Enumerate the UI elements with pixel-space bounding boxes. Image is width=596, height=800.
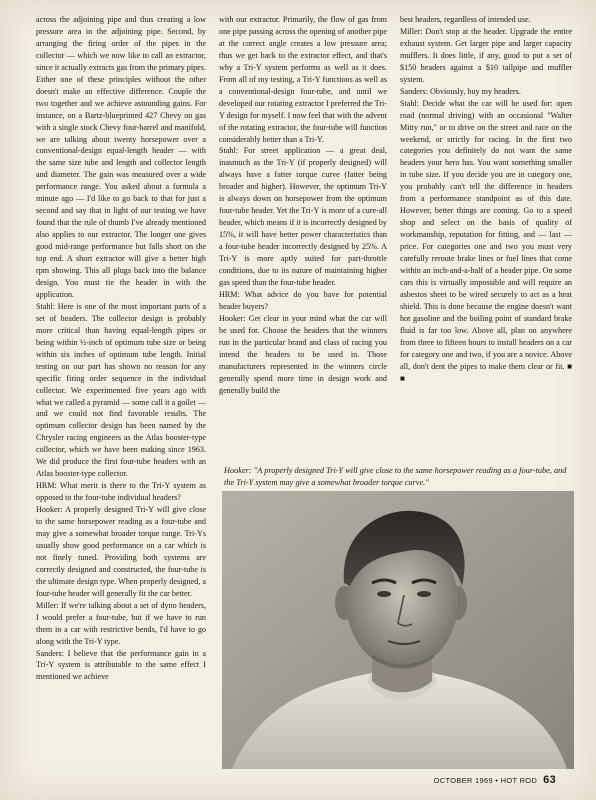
paragraph: Miller: If we're talking about a set of dyno headers, I would prefer a four-tube, but if we have to run them in a car with restrictive bends, I'd have to go along with the Tri-Y type. [36, 600, 206, 646]
text-column-1 [36, 14, 206, 776]
paragraph: Hooker: A properly designed Tri-Y will give close to the same horsepower reading as a four-tube and may give a somewhat broader torque range. Tri-Ys usually show good performance on a car which is not finely tuned. Providing both systems are correctly designed and constructed, the four-tube is the ultimate design type. When properly designed, a four-tube header will generally fit the car better. [36, 505, 206, 598]
paragraph: Stahl: Here is one of the most important parts of a set of headers. The collector design is probably more critical than having equal-length pipes or being within ½-inch of optimum tube size or being within six inches of optimum tube length. Initial testing on our part has shown no reason for any specific firing order sequence in the individual collector. We experimented five years ago with what we called a pyramid — some call it a goilet — and we could not find favorable results. The optimum collector design has been named by the Chrysler racing engineers as the Atlas booster-type collector, which we have been making since 1963. We did produce the first four-tube headers with an Atlas booster-type collector. [36, 301, 206, 479]
paragraph: best headers, regardless of intended use. [400, 15, 531, 24]
portrait-illustration [222, 491, 574, 769]
issue-line: OCTOBER 1969 • HOT ROD [433, 776, 538, 785]
page-footer [434, 774, 556, 786]
paragraph: HRM: What merit is there to the Tri-Y system as opposed to the four-tube individual headers? [36, 481, 206, 503]
paragraph: Stahl: For street application — a great deal, inasmuch as the Tri-Y (if properly designed) will always have a fatter torque curve (fatter being broader and higher). However, the optimum Tri-Y is always down on horsepower from the optimum four-tube header. Yet the Tri-Y is more of a cure-all header, which means if it is incorrectly designed by 15%, it will have better power characteristics than a four-tube header incorrectly designed by 25%. A Tri-Y is more aptly suited for part-throttle conditions, due to its nature of maintaining higher gas speed than the four-tube header. [219, 146, 387, 287]
paragraph: Miller: Don't stop at the header. Upgrade the entire exhaust system. Get larger pipe and larger capacity mufflers. It does little, if any, good to put a set of $150 headers against a $10 tailpipe and muffler system. [400, 26, 572, 84]
paragraph: Sanders: Obviously, buy my headers. [400, 86, 521, 96]
page-number: 63 [543, 774, 556, 786]
paragraph: Sanders: I believe that the performance gain in a Tri-Y system is attributable to the same effect I mentioned we achieve [36, 648, 206, 682]
paragraph: Hooker: Get clear in your mind what the car will be used for. Choose the headers that the winners run in the particular brand and class of racing you intend the headers to be used in. Those manufacturers represented in the winners circle generally spend more time in design work and generally build the [219, 313, 387, 395]
text-column-2 [219, 14, 387, 464]
photo-caption: Hooker: "A properly designed Tri-Y will give close to the same horsepower reading as a four-tube, and the Tri-Y system may give a somewhat broader torque curve." [224, 466, 567, 487]
paragraph [400, 98, 572, 385]
paragraph: across the adjoining pipe and thus creating a low pressure area in the adjoining pipe. Second, by arranging the firing order of the pipes in the collector — which we now like to call an extractor, since it actually extracts gas from the primary pipes. Either one of these principles without the other doesn't make an effective difference. Couple the two together and we achieve astounding gains. For instance, on a Bartz-blueprinted 427 Chevy on gas with a single stock Chevy four-barrel and manifold, we are talking about twenty horsepower over a conventional-design equal-length header — with the same size tube and length and collector length and diameter. The gain was measured over a wide performance range. You asked about a formula a minute ago — I'd like to go back to that for just a second and say that in light of our testing we have found that the rule of thumb I've already mentioned also applies to our extractor. The longer one gives good mid-range performance but falls short on the top end. A short extractor will give a better high rpm showing. This all plugs back into the balance design. You must tie the header in with the application. [36, 15, 206, 299]
portrait-photo [222, 491, 574, 769]
text-column-3 [400, 14, 572, 469]
paragraph: HRM: What advice do you have for potential header buyers? [219, 289, 387, 311]
end-mark: ■ ■ [400, 361, 572, 383]
paragraph-text: Stahl: Decide what the car will be used for: open road (normal driving) with an occasional "Walter Mitty run," or to drive on the street and race on the weekend, or strictly for racing. In the first two categories you definitely do not want the same headers your hero has. You want something smaller in tube size. If you decide you are in category one, you probably can't tell the difference in headers from a performance standpoint as of this date. However, better things are coming. Go to a speed shop and select on the basis of quality of workmanship, reputation for fitting, and — last — price. For categories one and two you must very carefully reroute brake lines or fuel lines that come within an inch-and-a-half of a header pipe. On some cars this is virtually impossible and will require an asbestos sheet to be wired securely to act as a heat shield. This is done because the engine doesn't want hot gasoline and the boiling point of standard brake fluid is far too low. Above all, plan on anywhere from three to fifteen hours to install headers on a car for category one and two, if you are a novice. Above all, don't dent the pipes to make them clear or fit. [400, 98, 572, 371]
paragraph: with our extractor. Primarily, the flow of gas from one pipe passing across the opening of another pipe at the correct angle creates a low pressure area; thus we get back to the extractor effect, and that's why a Tri-Y system performs as well as it does. From all of my testing, a Tri-Y functions as well as a conventional-design four-tube, and until we developed our rotating extractor I preferred the Tri-Y design for myself. I now feel that with the advent of the rotating extractor, the four-tube will function considerably better than a Tri-Y. [219, 15, 387, 144]
